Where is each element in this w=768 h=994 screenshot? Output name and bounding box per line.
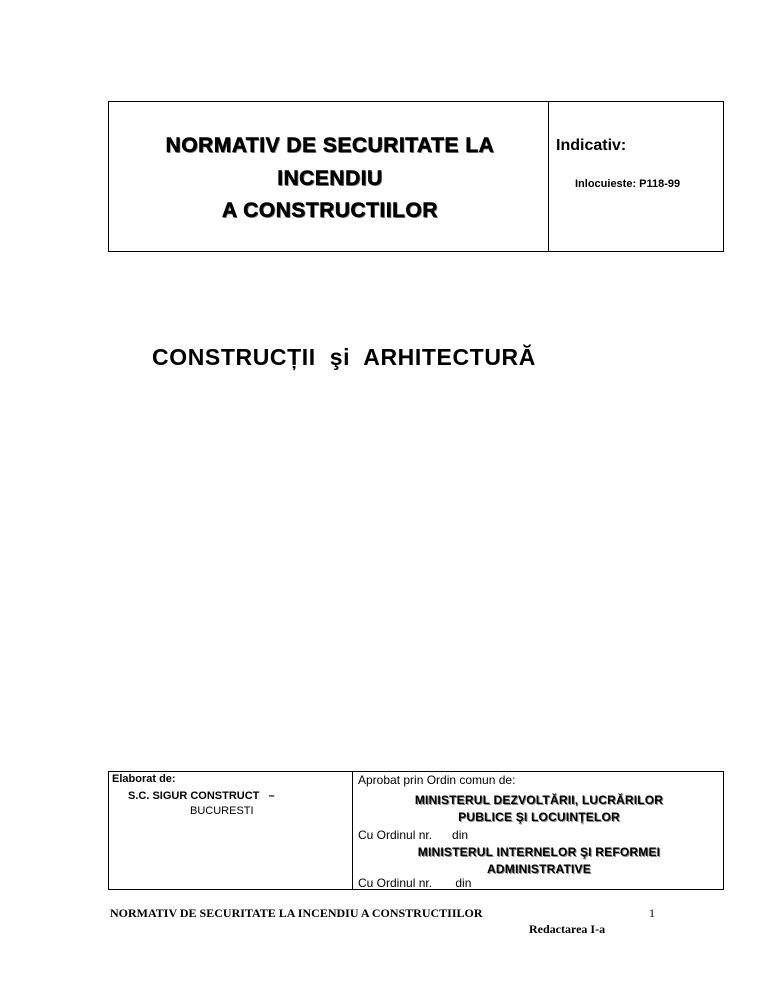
indicativ-label: Indicativ: [556,137,627,154]
subject-heading: CONSTRUCȚII şi ARHITECTURĂ [152,344,536,370]
ministry-1-line-1: MINISTERUL DEZVOLTĂRII, LUCRĂRILOR [414,793,664,807]
company-name-line-1: S.C. SIGUR CONSTRUCT – [128,790,275,802]
edition-label: Redactarea I-a [529,922,606,936]
approval-divider [352,771,353,890]
ministry-2-line-1: MINISTERUL INTERNELOR ŞI REFORMEI [417,845,661,859]
aprobat-label: Aprobat prin Ordin comun de: [358,773,516,787]
document-title-line-1: NORMATIV DE SECURITATE LA [165,134,495,157]
page-number: 1 [649,906,655,920]
footer-title: NORMATIV DE SECURITATE LA INCENDIU A CONSTRUCTIILOR [110,906,483,920]
document-title-line-2: INCENDIU [277,167,383,190]
ministry-1-line-2: PUBLICE ŞI LOCUINȚELOR [458,810,620,824]
header-divider [548,101,549,252]
replaces-label: Inlocuieste: P118-99 [575,178,681,190]
document-title-line-3: A CONSTRUCTIILOR [221,199,439,222]
company-name-line-2: BUCURESTI [190,805,254,817]
order-2: Cu Ordinul nr. din [358,876,472,890]
order-1: Cu Ordinul nr. din [358,828,469,842]
ministry-2-line-2: ADMINISTRATIVE [487,862,591,876]
elaborat-label: Elaborat de: [112,773,176,785]
